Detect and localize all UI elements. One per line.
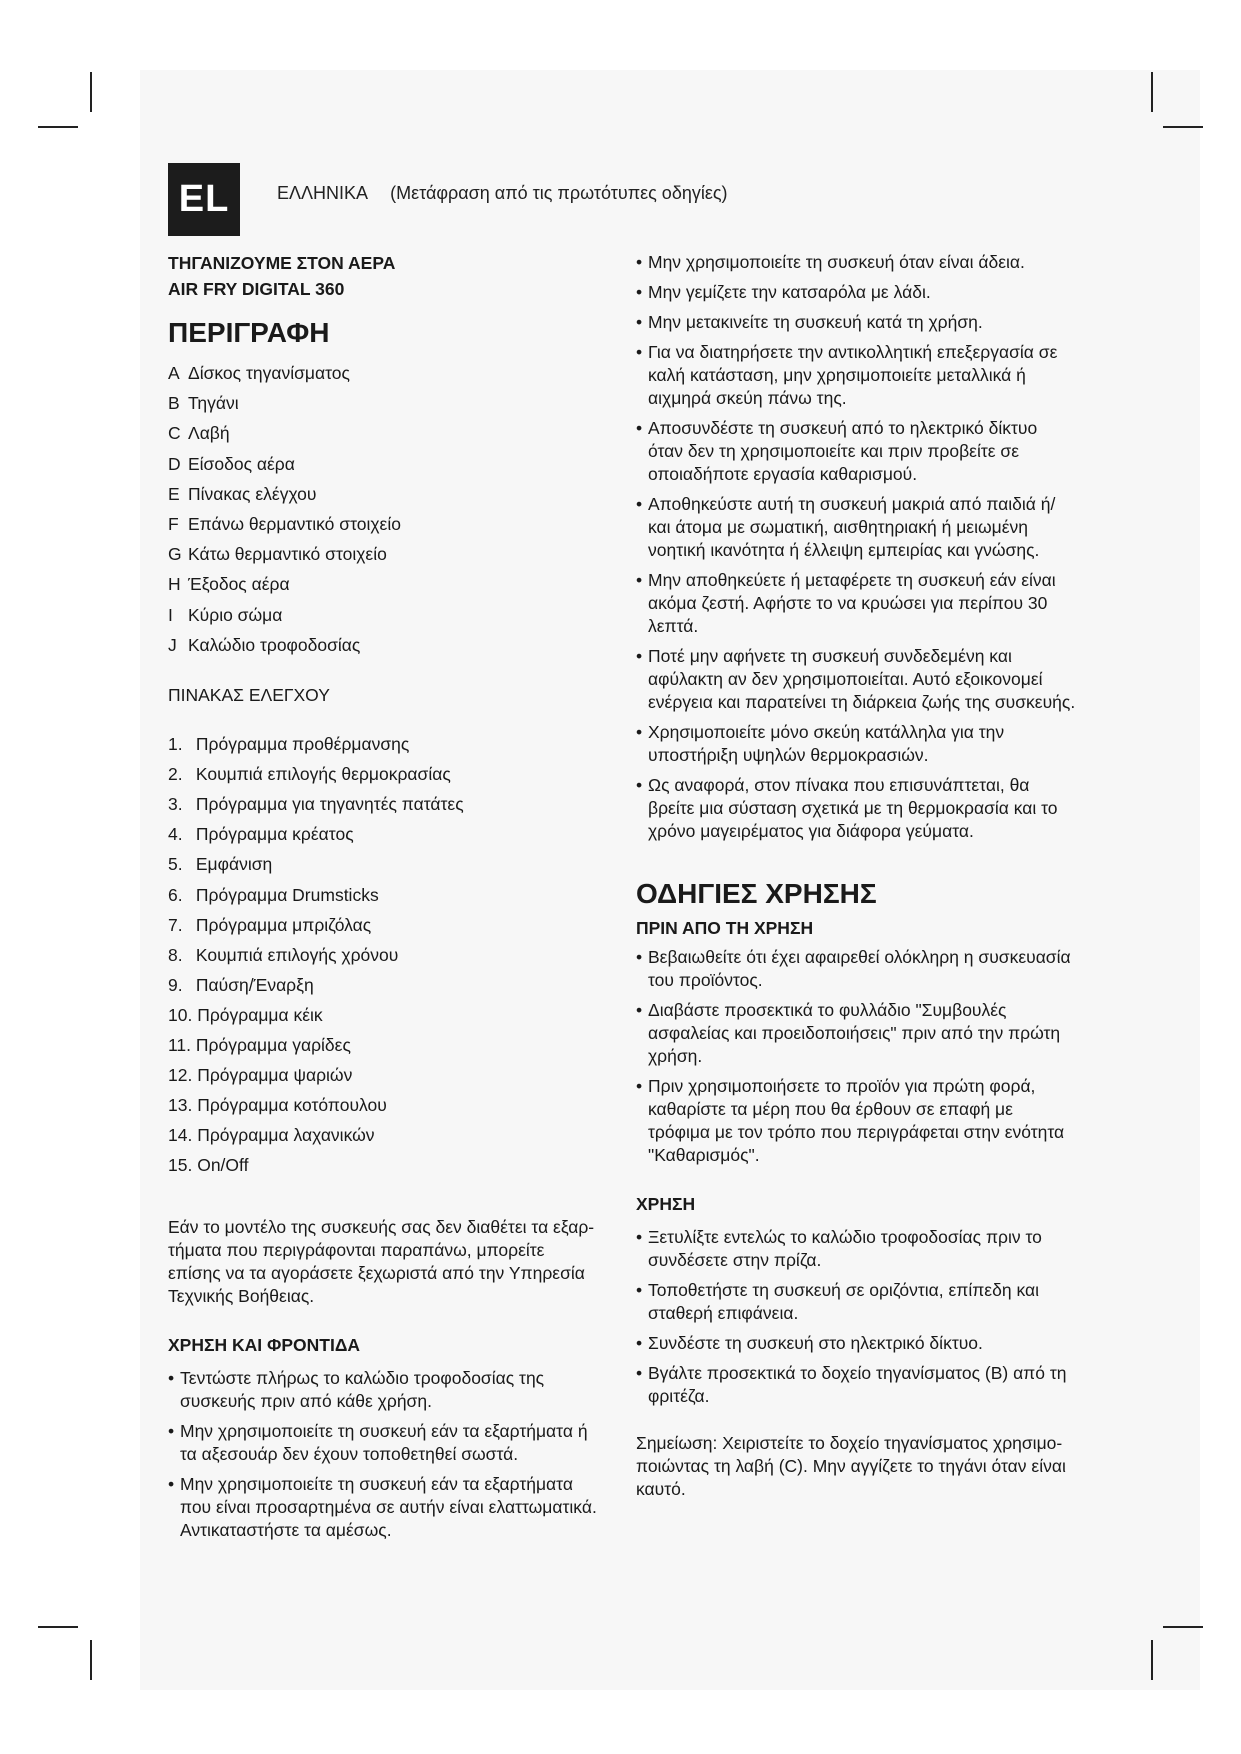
list-item	[168, 940, 598, 970]
before-use-list	[636, 946, 1076, 1167]
crop-mark	[38, 126, 78, 128]
item-number: 13.	[168, 1095, 193, 1116]
list-item	[168, 539, 598, 569]
part-label: Λαβή	[188, 423, 230, 444]
bullet-item: • Μην αποθηκεύετε ή μεταφέρετε τη συσκευή εάν είναι ακόμα ζεστή. Αφήστε το να κρυώσει για περίπου 30 λεπτά.	[636, 569, 1076, 638]
crop-mark	[38, 1626, 78, 1628]
part-letter: E	[168, 483, 180, 504]
part-letter: B	[168, 393, 180, 414]
item-label: Εμφάνιση	[195, 854, 273, 875]
part-letter: D	[168, 453, 181, 474]
language-badge: EL	[168, 163, 240, 236]
part-label: Κύριο σώμα	[188, 604, 283, 625]
item-label: Παύση/Έναρξη	[195, 974, 314, 995]
list-item	[168, 849, 598, 879]
part-label: Είσοδος αέρα	[188, 453, 295, 474]
part-letter: H	[168, 574, 181, 595]
item-label: Πρόγραμμα κέικ	[197, 1004, 323, 1025]
item-number: 12.	[168, 1065, 193, 1086]
list-item	[168, 880, 598, 910]
right-column	[636, 251, 1076, 1501]
part-label: Πίνακας ελέγχου	[188, 483, 317, 504]
bullet-item: • Πριν χρησιμοποιήσετε το προϊόν για πρώτη φορά, καθαρίστε τα μέρη που θα έρθουν σε επαφή με τρόφιμα με τον τρόπο που περιγράφεται στην ενότητα "Καθαρισμός".	[636, 1075, 1076, 1167]
part-label: Κάτω θερμαντικό στοιχείο	[188, 544, 387, 565]
item-label: Πρόγραμμα προθέρμανσης	[195, 734, 410, 755]
item-label: On/Off	[197, 1155, 249, 1176]
list-item	[168, 418, 598, 448]
language-header	[277, 183, 728, 204]
part-label: Έξοδος αέρα	[188, 574, 290, 595]
bullet-item: • Αποθηκεύστε αυτή τη συσκευή μακριά από παιδιά ή/και άτομα με σωματική, αισθητηριακή ή μειωμένη νοητική ικανότητα ή έλλειψη εμπειρίας και γνώσης.	[636, 493, 1076, 562]
item-number: 8.	[168, 944, 183, 965]
item-label: Πρόγραμμα γαρίδες	[195, 1034, 351, 1055]
part-letter: I	[168, 604, 173, 625]
list-item	[168, 1090, 598, 1120]
part-letter: G	[168, 544, 182, 565]
instructions-heading: ΟΔΗΓΙΕΣ ΧΡΗΣΗΣ	[636, 878, 877, 909]
language-name: ΕΛΛΗΝΙΚΑ	[277, 183, 369, 203]
list-item	[168, 759, 598, 789]
item-number: 9.	[168, 974, 183, 995]
item-number: 2.	[168, 764, 183, 785]
bullet-item: • Διαβάστε προσεκτικά το φυλλάδιο "Συμβουλές ασφαλείας και προειδοποιήσεις" πριν από την πρώτη χρήση.	[636, 999, 1076, 1068]
parts-list	[168, 358, 598, 660]
item-number: 1.	[168, 734, 183, 755]
item-label: Κουμπιά επιλογής θερμοκρασίας	[195, 764, 451, 785]
item-number: 6.	[168, 884, 183, 905]
bullet-item: • Αποσυνδέστε τη συσκευή από το ηλεκτρικό δίκτυο όταν δεν τη χρησιμοποιείτε και πριν προβείτε σε οποιαδήποτε εργασία καθαρισμού.	[636, 417, 1076, 486]
crop-mark	[1151, 1640, 1153, 1680]
item-label: Πρόγραμμα κοτόπουλου	[197, 1095, 387, 1116]
bullet-item: • Μην χρησιμοποιείτε τη συσκευή όταν είναι άδεια.	[636, 251, 1076, 274]
list-item	[168, 509, 598, 539]
part-letter: C	[168, 423, 181, 444]
item-label: Κουμπιά επιλογής χρόνου	[195, 944, 399, 965]
item-label: Πρόγραμμα Drumsticks	[195, 884, 379, 905]
before-use-heading: ΠΡΙΝ ΑΠΟ ΤΗ ΧΡΗΣΗ	[636, 918, 814, 938]
product-model: AIR FRY DIGITAL 360	[168, 279, 345, 299]
left-column	[168, 250, 598, 1549]
bullet-item: • Μην χρησιμοποιείτε τη συσκευή εάν τα εξαρτήματα που είναι προσαρτημένα σε αυτήν είναι ελαττωματικά. Αντικαταστήστε τα αμέσως.	[168, 1473, 598, 1542]
description-heading: ΠΕΡΙΓΡΑΦΗ	[168, 317, 330, 348]
accessories-note: Εάν το μοντέλο της συσκευής σας δεν διαθέτει τα εξαρ-τήματα που περιγράφονται παραπάνω, μπορείτε επίσης να τα αγοράσετε ξεχωριστά από την Υπηρεσία Τεχνικής Βοήθειας.	[168, 1217, 595, 1307]
list-item	[168, 1030, 598, 1060]
part-letter: F	[168, 514, 179, 535]
crop-mark	[1163, 1626, 1203, 1628]
list-item	[168, 569, 598, 599]
item-label: Πρόγραμμα ψαριών	[197, 1065, 353, 1086]
item-number: 7.	[168, 914, 183, 935]
control-panel-list	[168, 729, 598, 1180]
part-label: Δίσκος τηγανίσματος	[188, 363, 350, 383]
list-item	[168, 358, 598, 388]
item-number: 5.	[168, 854, 183, 875]
bullet-item: • Συνδέστε τη συσκευή στο ηλεκτρικό δίκτυο.	[636, 1332, 1076, 1355]
item-number: 11.	[168, 1034, 192, 1055]
use-heading: ΧΡΗΣΗ	[636, 1194, 696, 1214]
crop-mark	[90, 1640, 92, 1680]
bullet-item: • Χρησιμοποιείτε μόνο σκεύη κατάλληλα για την υποστήριξη υψηλών θερμοκρασιών.	[636, 721, 1076, 767]
bullet-item: • Μην γεμίζετε την κατσαρόλα με λάδι.	[636, 281, 1076, 304]
bullet-item: • Τεντώστε πλήρως το καλώδιο τροφοδοσίας της συσκευής πριν από κάθε χρήση.	[168, 1367, 598, 1413]
bullet-item: • Μην μετακινείτε τη συσκευή κατά τη χρήση.	[636, 311, 1076, 334]
bullet-item: • Μην χρησιμοποιείτε τη συσκευή εάν τα εξαρτήματα ή τα αξεσουάρ δεν έχουν τοποθετηθεί σωστά.	[168, 1420, 598, 1466]
control-panel-heading: ΠΙΝΑΚΑΣ ΕΛΕΓΧΟΥ	[168, 685, 330, 706]
bullet-item: • Ως αναφορά, στον πίνακα που επισυνάπτεται, θα βρείτε μια σύσταση σχετικά με τη θερμοκρασία και το χρόνο μαγειρέματος για διάφορα γεύματα.	[636, 774, 1076, 843]
use-list	[636, 1226, 1076, 1408]
list-item	[168, 600, 598, 630]
part-label: Τηγάνι	[188, 393, 239, 414]
list-item	[168, 910, 598, 940]
item-number: 4.	[168, 824, 183, 845]
bullet-item: • Για να διατηρήσετε την αντικολλητική επεξεργασία σε καλή κατάσταση, μην χρησιμοποιείτε μεταλλικά ή αιχμηρά σκεύη πάνω της.	[636, 341, 1076, 410]
item-label: Πρόγραμμα λαχανικών	[197, 1125, 375, 1146]
bullet-item: • Ξετυλίξτε εντελώς το καλώδιο τροφοδοσίας πριν το συνδέσετε στην πρίζα.	[636, 1226, 1076, 1272]
translation-note: (Μετάφραση από τις πρωτότυπες οδηγίες)	[390, 183, 728, 203]
item-number: 3.	[168, 794, 183, 815]
list-item	[168, 819, 598, 849]
list-item	[168, 479, 598, 509]
item-label: Πρόγραμμα μπριζόλας	[195, 914, 372, 935]
item-number: 10.	[168, 1004, 193, 1025]
list-item	[168, 1150, 598, 1180]
use-care-list	[168, 1367, 598, 1542]
part-letter: A	[168, 363, 180, 383]
part-label: Επάνω θερμαντικό στοιχείο	[188, 514, 401, 535]
crop-mark	[90, 72, 92, 112]
item-number: 15.	[168, 1155, 193, 1176]
bullet-item: • Βεβαιωθείτε ότι έχει αφαιρεθεί ολόκληρη η συσκευασία του προϊόντος.	[636, 946, 1076, 992]
list-item	[168, 630, 598, 660]
list-item	[168, 1120, 598, 1150]
bullet-item: • Ποτέ μην αφήνετε τη συσκευή συνδεδεμένη και αφύλακτη αν δεν χρησιμοποιείται. Αυτό εξοικονομεί ενέργεια και παρατείνει τη διάρκεια ζωής της συσκευής.	[636, 645, 1076, 714]
list-item	[168, 1060, 598, 1090]
use-care-list-continued	[636, 251, 1076, 843]
list-item	[168, 729, 598, 759]
part-label: Καλώδιο τροφοδοσίας	[188, 634, 361, 655]
bullet-item: • Τοποθετήστε τη συσκευή σε οριζόντια, επίπεδη και σταθερή επιφάνεια.	[636, 1279, 1076, 1325]
bullet-item: • Βγάλτε προσεκτικά το δοχείο τηγανίσματος (B) από τη φριτέζα.	[636, 1362, 1076, 1408]
product-name-greek: ΤΗΓΑΝΙΖΟΥΜΕ ΣΤΟΝ ΑΕΡΑ	[168, 253, 396, 273]
crop-mark	[1163, 126, 1203, 128]
list-item	[168, 789, 598, 819]
item-number: 14.	[168, 1125, 193, 1146]
crop-mark	[1151, 72, 1153, 112]
item-label: Πρόγραμμα κρέατος	[195, 824, 354, 845]
list-item	[168, 1000, 598, 1030]
part-letter: J	[168, 634, 177, 655]
list-item	[168, 449, 598, 479]
handling-note: Σημείωση: Χειριστείτε το δοχείο τηγανίσματος χρησιμο-ποιώντας τη λαβή (C). Μην αγγίζετε το τηγάνι όταν είναι καυτό.	[636, 1433, 1066, 1499]
list-item	[168, 388, 598, 418]
list-item	[168, 970, 598, 1000]
use-care-heading: ΧΡΗΣΗ ΚΑΙ ΦΡΟΝΤΙΔΑ	[168, 1335, 361, 1356]
item-label: Πρόγραμμα για τηγανητές πατάτες	[195, 794, 464, 815]
